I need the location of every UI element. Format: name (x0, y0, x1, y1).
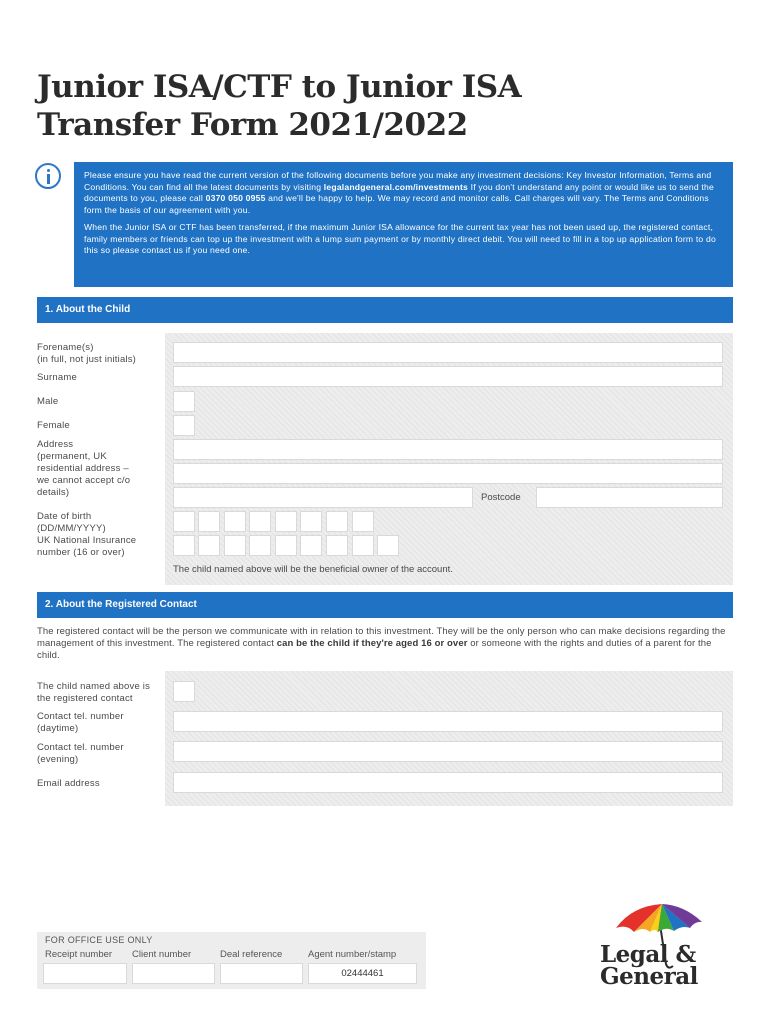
agent-number-value: 02444461 (341, 968, 384, 979)
ni-char-box[interactable] (249, 535, 271, 556)
paragraph-text: The registered contact will be the person we communicate with in relation to this investment. They will be the only person who can make decisions regarding the management of this investment. The registered contact (37, 626, 726, 649)
female-label: Female (37, 420, 70, 431)
tel-eve-label-sub: (evening) (37, 754, 79, 765)
beneficial-owner-note: The child named above will be the beneficial owner of the account. (173, 564, 453, 575)
phone-number: 0370 050 0955 (205, 193, 266, 203)
page-title-line1: Junior ISA/CTF to Junior ISA (37, 69, 522, 105)
address-label-sub: details) (37, 487, 70, 498)
forename-label (37, 342, 136, 366)
ni-char-box[interactable] (198, 535, 220, 556)
ni-char-box[interactable] (352, 535, 374, 556)
child-contact-label-sub: the registered contact (37, 693, 133, 704)
deal-reference-label: Deal reference (220, 949, 283, 960)
address-label-text: Address (37, 439, 74, 450)
dob-digit-box[interactable] (249, 511, 271, 532)
child-contact-label-text: The child named above is (37, 681, 151, 692)
office-use-title: FOR OFFICE USE ONLY (45, 935, 153, 945)
address-label-sub: (permanent, UK (37, 451, 107, 462)
address-label (37, 439, 130, 499)
agent-number-label: Agent number/stamp (308, 949, 397, 960)
info-paragraph-1 (84, 170, 723, 216)
dob-digit-box[interactable] (173, 511, 195, 532)
tel-eve-label-text: Contact tel. number (37, 742, 124, 753)
ni-char-box[interactable] (275, 535, 297, 556)
postcode-input[interactable] (536, 487, 723, 508)
ni-char-box[interactable] (300, 535, 322, 556)
postcode-label: Postcode (481, 492, 521, 503)
logo-line1: Legal & (600, 941, 696, 968)
address-line-2-input[interactable] (173, 463, 723, 484)
page-title (37, 68, 521, 144)
male-label: Male (37, 396, 59, 407)
child-is-contact-checkbox[interactable] (173, 681, 195, 702)
child-contact-label (37, 681, 150, 705)
dob-digit-box[interactable] (300, 511, 322, 532)
tel-day-label (37, 711, 124, 735)
tel-eve-label (37, 742, 124, 766)
female-checkbox[interactable] (173, 415, 195, 436)
client-number-input[interactable] (132, 963, 215, 984)
address-label-sub: we cannot accept c/o (37, 475, 131, 486)
info-paragraph-2: When the Junior ISA or CTF has been transferred, if the maximum Junior ISA allowance for the current tax year has not been used up, the registered contact, family members or friends can top up the investment with a lump sum payment or by monthly direct debit. You will need to fill in a top up application form to do this so please contact us if you need one. (84, 222, 716, 255)
dob-digit-box[interactable] (326, 511, 348, 532)
dob-label (37, 511, 106, 535)
ni-label-text: UK National Insurance (37, 535, 137, 546)
ni-char-box[interactable] (326, 535, 348, 556)
client-number-label: Client number (132, 949, 192, 960)
info-text: Please ensure you have read the current version of the following documents before you make any investment decisions: Key Investor Information, Terms and Conditions. You can find all the latest documents by visiting (84, 170, 712, 192)
deal-reference-input[interactable] (220, 963, 303, 984)
page-title-line2: Transfer Form 2021/2022 (37, 107, 468, 143)
tel-daytime-input[interactable] (173, 711, 723, 732)
email-label: Email address (37, 778, 100, 789)
info-box (74, 162, 733, 287)
dob-label-sub: (DD/MM/YYYY) (37, 523, 106, 534)
tel-day-label-sub: (daytime) (37, 723, 79, 734)
registered-contact-paragraph (37, 626, 733, 662)
dob-label-text: Date of birth (37, 511, 92, 522)
dob-digit-box[interactable] (275, 511, 297, 532)
address-line-3-input[interactable] (173, 487, 473, 508)
surname-input[interactable] (173, 366, 723, 387)
forename-label-text: Forename(s) (37, 342, 94, 353)
address-line-1-input[interactable] (173, 439, 723, 460)
dob-digit-box[interactable] (352, 511, 374, 532)
investments-link[interactable]: legalandgeneral.com/investments (323, 181, 469, 192)
ni-char-box[interactable] (224, 535, 246, 556)
forename-input[interactable] (173, 342, 723, 363)
info-text: and we'll be happy to help. We may record and monitor calls. Call charges will vary. The Terms and Conditions form the basis of our agreement with you. (84, 193, 709, 215)
surname-label: Surname (37, 372, 77, 383)
tel-day-label-text: Contact tel. number (37, 711, 124, 722)
ni-label (37, 535, 136, 559)
forename-label-sub: (in full, not just initials) (37, 354, 137, 365)
info-text: If you don't understand any point or would like us to send the documents to you, please call (84, 181, 714, 203)
info-icon (35, 163, 61, 189)
paragraph-bold-text: can be the child if they're aged 16 or over (276, 638, 468, 649)
logo-line2: General (600, 963, 698, 990)
ni-label-sub: number (16 or over) (37, 547, 125, 558)
section-heading-contact: 2. About the Registered Contact (37, 592, 733, 618)
section-heading-child: 1. About the Child (37, 297, 733, 323)
email-input[interactable] (173, 772, 723, 793)
receipt-number-input[interactable] (43, 963, 127, 984)
tel-evening-input[interactable] (173, 741, 723, 762)
dob-digit-box[interactable] (198, 511, 220, 532)
male-checkbox[interactable] (173, 391, 195, 412)
ni-char-box[interactable] (173, 535, 195, 556)
address-label-sub: residential address – (37, 463, 129, 474)
ni-char-box[interactable] (377, 535, 399, 556)
paragraph-text: or someone with the rights and duties of a parent for the child. (37, 638, 712, 661)
dob-digit-box[interactable] (224, 511, 246, 532)
receipt-number-label: Receipt number (45, 949, 113, 960)
logo-wordmark (600, 941, 698, 990)
